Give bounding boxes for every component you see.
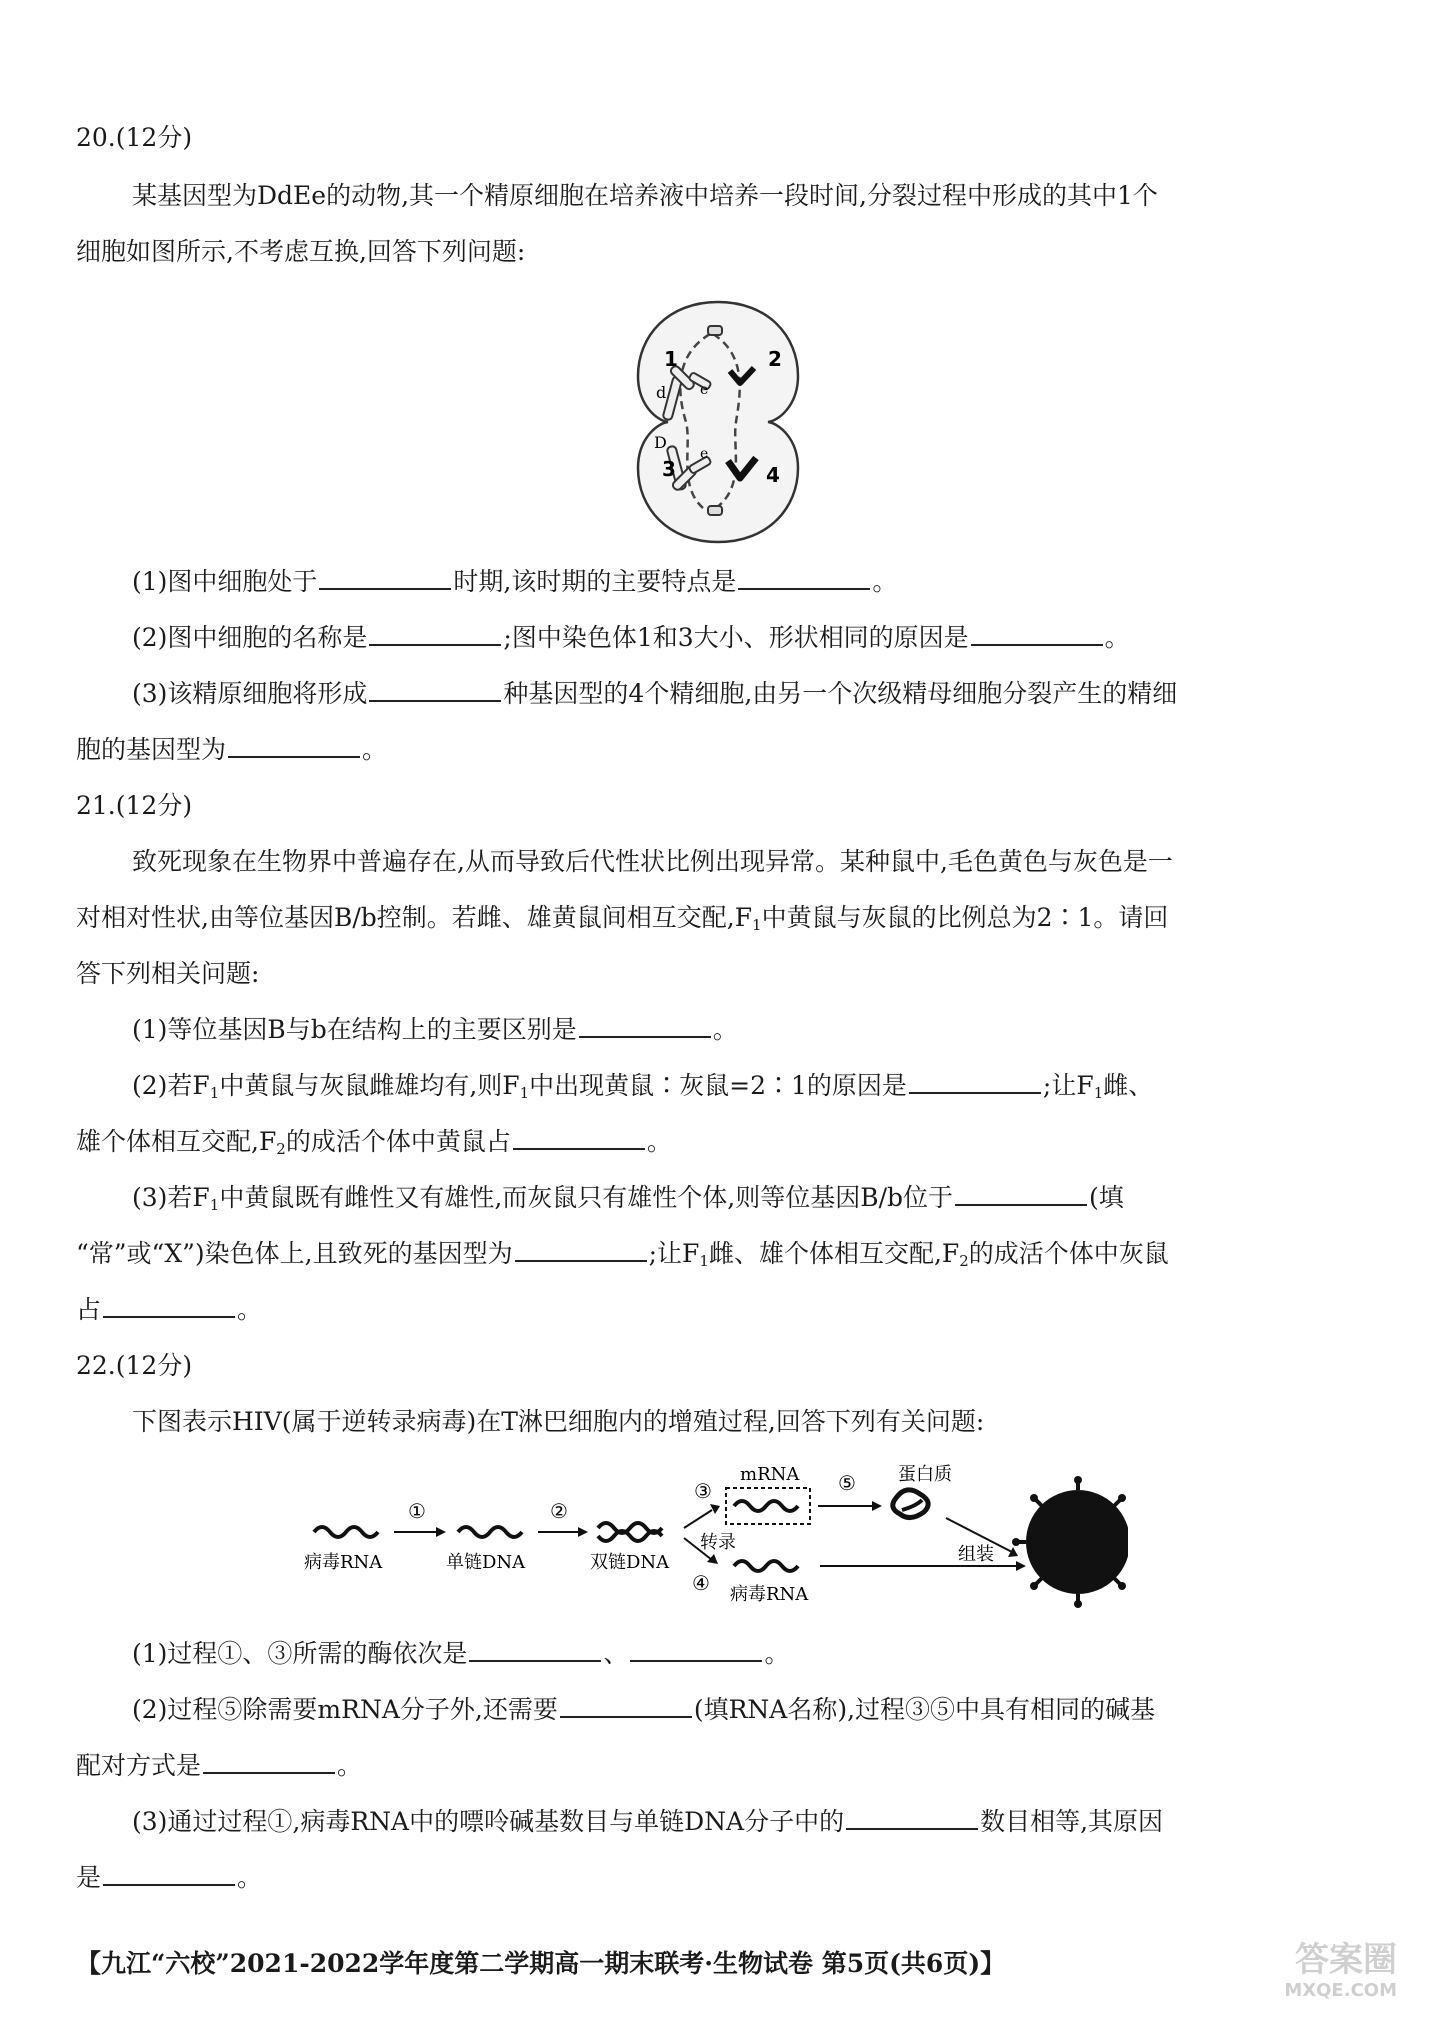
step-3: ③ (694, 1479, 712, 1503)
viral-rna-strand (314, 1527, 378, 1537)
q20-part1: (1)图中细胞处于 时期,该时期的主要特点是 。 (132, 562, 897, 602)
answer-blank[interactable] (203, 1748, 335, 1774)
label-2: 2 (768, 347, 782, 371)
virus-particle-icon (1012, 1476, 1128, 1608)
allele-e-bottom: e (700, 446, 709, 462)
answer-blank[interactable] (515, 1236, 647, 1262)
q22-header: 22.(12分) (76, 1351, 193, 1380)
q20-stem-line1: 某基因型为DdEe的动物,其一个精原细胞在培养液中培养一段时间,分裂过程中形成的其中1个 (132, 181, 1158, 210)
answer-blank[interactable] (103, 1292, 235, 1318)
new-viral-rna-strand (734, 1561, 798, 1571)
q22-part2-cont: 配对方式是 。 (76, 1746, 362, 1786)
answer-blank[interactable] (971, 620, 1103, 646)
answer-blank[interactable] (228, 732, 360, 758)
label-ds-dna: 双链DNA (590, 1552, 670, 1573)
ds-dna-strand (598, 1531, 662, 1541)
q22-part2: (2)过程⑤除需要mRNA分子外,还需要 (填RNA名称),过程③⑤中具有相同的碱基 (132, 1690, 1155, 1730)
answer-blank[interactable] (369, 676, 501, 702)
q22-stem: 下图表示HIV(属于逆转录病毒)在T淋巴细胞内的增殖过程,回答下列有关问题: (132, 1407, 985, 1436)
answer-blank[interactable] (319, 564, 451, 590)
q21-header: 21.(12分) (76, 791, 193, 820)
answer-blank[interactable] (738, 564, 870, 590)
allele-D: D (654, 433, 667, 452)
label-3: 3 (662, 457, 676, 481)
step-1: ① (408, 1499, 426, 1523)
watermark-logo: 答案圈 MXQE.COM (1284, 1940, 1397, 2001)
q22-part3: (3)通过过程①,病毒RNA中的嘌呤碱基数目与单链DNA分子中的 数目相等,其原因 (132, 1802, 1163, 1842)
allele-d: d (656, 383, 667, 402)
label-protein: 蛋白质 (898, 1464, 952, 1485)
q20-part3: (3)该精原细胞将形成 种基因型的4个精细胞,由另一个次级精母细胞分裂产生的精细 (132, 674, 1177, 714)
answer-blank[interactable] (955, 1180, 1087, 1206)
label-mrna: mRNA (740, 1464, 800, 1485)
q20-part2: (2)图中细胞的名称是 ;图中染色体1和3大小、形状相同的原因是 。 (132, 618, 1130, 658)
label-viral-rna: 病毒RNA (304, 1552, 383, 1573)
hiv-replication-figure (296, 1458, 1128, 1614)
step-4: ④ (692, 1571, 710, 1595)
step-2: ② (550, 1499, 568, 1523)
answer-blank[interactable] (103, 1860, 235, 1886)
centriole-top (708, 326, 722, 335)
q21-part3-cont: “常”或“X”)染色体上,且致死的基因型为 ;让$F_1$雌、雄个体相互交配$,F_2$的成活个体中灰鼠 (76, 1234, 1169, 1281)
q21-part2: (2)若$F_1$中黄鼠与灰鼠雌雄均有,则$F_1$中出现黄鼠∶灰鼠=2∶1的原因是 ;让$F_1$雌、 (132, 1066, 1153, 1113)
step-5: ⑤ (838, 1471, 856, 1495)
answer-blank[interactable] (560, 1692, 692, 1718)
ss-dna-strand (458, 1527, 522, 1537)
label-ss-dna: 单链DNA (446, 1552, 526, 1573)
q21-stem-line3: 答下列相关问题: (76, 959, 260, 988)
label-viral-rna-2: 病毒RNA (730, 1584, 809, 1605)
label-assembly: 组装 (958, 1544, 994, 1565)
meiosis-cell-figure (628, 296, 808, 548)
label-1: 1 (664, 347, 678, 371)
q20-part3-cont: 胞的基因型为 。 (76, 730, 387, 770)
q21-part1: (1)等位基因B与b在结构上的主要区别是 。 (132, 1010, 738, 1050)
q21-part3: (3)若$F_1$中黄鼠既有雌性又有雄性,而灰鼠只有雄性个体,则等位基因B/b位于 (填 (132, 1178, 1124, 1225)
protein-icon (893, 1490, 928, 1518)
q22-part3-cont: 是 。 (76, 1858, 262, 1898)
answer-blank[interactable] (909, 1068, 1041, 1094)
answer-blank[interactable] (513, 1124, 645, 1150)
q21-stem-line1: 致死现象在生物界中普遍存在,从而导致后代性状比例出现异常。某种鼠中,毛色黄色与灰色是一 (132, 847, 1173, 876)
q22-part1: (1)过程①、③所需的酶依次是 、 。 (132, 1634, 789, 1674)
answer-blank[interactable] (579, 1012, 711, 1038)
q21-part3-cont2: 占 。 (76, 1290, 262, 1330)
answer-blank[interactable] (630, 1636, 762, 1662)
mrna-strand (734, 1501, 798, 1511)
answer-blank[interactable] (369, 620, 501, 646)
q20-header: 20.(12分) (76, 123, 193, 152)
q21-stem-line2: 对相对性状,由等位基因B/b控制。若雌、雄黄鼠间相互交配$,F_1$中黄鼠与灰鼠的比例总为2∶1。请回 (76, 903, 1169, 934)
page-footer: 【九江“六校”2021-2022学年度第二学期高一期末联考·生物试卷 第5页(共6页)】 (76, 1949, 1006, 1978)
q21-part2-cont: 雄个体相互交配$,F_2$的成活个体中黄鼠占 。 (76, 1122, 672, 1169)
allele-e-top: e (700, 382, 709, 398)
label-4: 4 (766, 463, 780, 487)
answer-blank[interactable] (846, 1804, 978, 1830)
q20-stem-line2: 细胞如图所示,不考虑互换,回答下列问题: (76, 237, 526, 266)
label-transcription: 转录 (700, 1532, 736, 1553)
answer-blank[interactable] (469, 1636, 601, 1662)
centriole-bottom (708, 506, 722, 515)
